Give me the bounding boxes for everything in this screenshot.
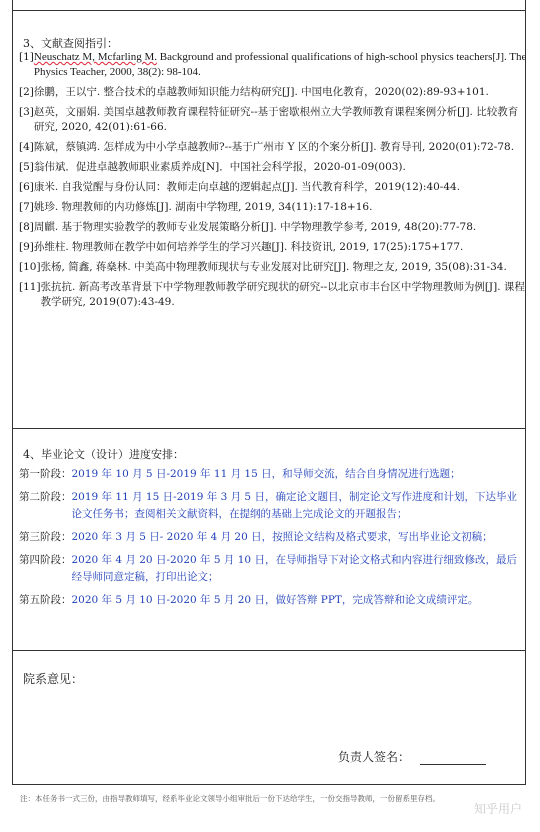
stage-text: 2019 年 10 月 5 日-2019 年 11 月 15 日，和导师交流，结合自身情况进行选题； — [71, 468, 461, 480]
stage-text: 2020 年 3 月 5 日- 2020 年 4 月 20 日，按照论文结构及格式要求，写出毕业论文初稿； — [71, 531, 493, 543]
stage-label: 第五阶段： — [19, 594, 72, 606]
schedule-stage — [19, 529, 527, 546]
section-divider-2 — [13, 650, 525, 651]
reference-text: 周麒. 基于物理实验教学的教师专业发展策略分析[J]. 中学物理教学参考, 2019, 48(20):77-78. — [33, 221, 477, 233]
references-heading: 3、文献查阅指引： — [23, 37, 118, 50]
reference-text: 翁伟斌．促进卓越教师职业素质养成[N]．中国社会科学报，2020-01-09(003). — [33, 161, 406, 173]
stage-text: 2020 年 4 月 20 日-2020 年 5 月 10 日，在导师指导下对论文格式和内容进行细致修改，最后经导师同意定稿，打印出论文； — [71, 554, 517, 583]
reference-text: 姚珍. 物理教师的内功修炼[J]. 湖南中学物理, 2019, 34(11):17-18+16. — [33, 201, 373, 213]
schedule-stage — [19, 552, 527, 586]
stage-label: 第三阶段： — [19, 531, 72, 543]
reference-item — [19, 50, 527, 80]
stage-text: 2019 年 11 月 15 日-2019 年 3 月 5 日，确定论文题目，制定论文写作进度和计划，下达毕业论文任务书；查阅相关文献资料，在提纲的基础上完成论文的开题报告； — [71, 491, 517, 520]
stage-text: 2020 年 5 月 10 日-2020 年 5 月 20 日，做好答辩 PPT，完成答辩和论文成绩评定。 — [71, 594, 479, 606]
reference-number: [3] — [19, 106, 34, 118]
reference-list — [19, 50, 527, 315]
reference-number: [8] — [19, 221, 34, 233]
reference-author: Neuschatz M, Mcfarling M. — [33, 51, 157, 63]
reference-number: [10] — [19, 261, 41, 273]
reference-item — [19, 140, 527, 155]
reference-number: [6] — [19, 181, 34, 193]
watermark: 知乎用户 — [473, 802, 522, 816]
reference-text: 陈斌，蔡镇鸿. 怎样成为中小学卓越教师?--基于广州市 Y 区的个案分析[J]. 教育导刊, 2020(01):72-78. — [33, 141, 515, 153]
reference-text: 康米. 自我觉醒与身份认同：教师走向卓越的逻辑起点[J]. 当代教育科学，2019(12):40-44. — [33, 181, 461, 193]
top-rule — [13, 10, 525, 11]
reference-text: 徐鹏，王以宁. 整合技术的卓越教师知识能力结构研究[J]. 中国电化教育，2020(02):89-93+101. — [33, 86, 489, 98]
reference-item — [19, 180, 527, 195]
signature-line[interactable] — [420, 750, 486, 765]
reference-number: [9] — [19, 241, 34, 253]
reference-number: [11] — [19, 281, 41, 293]
reference-item — [19, 200, 527, 215]
section-divider-1 — [13, 428, 525, 429]
reference-body: Background and professional qualifications of high-school physics teachers[J]. The Physics Teacher, 2000, 38(2): 98-104. — [33, 51, 527, 78]
reference-item — [19, 160, 527, 175]
stage-label: 第一阶段： — [19, 468, 72, 480]
reference-number: [4] — [19, 141, 34, 153]
reference-text: 赵英，文丽娟. 美国卓越教师教育课程特征研究--基于密歇根州立大学教师教育课程案例分析[J]. 比较教育研究, 2020, 42(01):61-66. — [33, 106, 519, 133]
stage-label: 第四阶段： — [19, 554, 72, 566]
reference-item — [19, 85, 527, 100]
reference-text — [34, 50, 527, 80]
reference-number: [1] — [19, 51, 34, 63]
reference-number: [2] — [19, 86, 34, 98]
schedule-list — [19, 466, 527, 615]
form-frame — [12, 0, 526, 785]
reference-text: 张杨, 简鑫, 蒋燊林. 中美高中物理教师现状与专业发展对比研究[J]. 物理之友, 2019, 35(08):31-34. — [40, 261, 507, 273]
reference-text: 孙维柱. 物理教师在教学中如何培养学生的学习兴趣[J]. 科技资讯, 2019, 17(25):175+177. — [33, 241, 464, 253]
reference-item — [19, 260, 527, 275]
signature-block — [338, 748, 486, 765]
signature-label: 负责人签名： — [338, 750, 411, 764]
schedule-stage — [19, 489, 527, 523]
schedule-stage — [19, 466, 527, 483]
reference-item — [19, 220, 527, 235]
reference-text: 张抗抗. 新高考改革背景下中学物理教师教学研究现状的研究--以北京市丰台区中学物理教师为例[J]. 课程教学研究, 2019(07):43-49. — [40, 281, 525, 308]
reference-item — [19, 280, 527, 310]
footer-note: 注：本任务书一式三份，由指导教师填写，经系毕业论文领导小组审批后一份下达给学生，一份交指导教师，一份留系里存档。 — [20, 794, 440, 803]
department-opinion-label: 院系意见： — [23, 672, 84, 686]
schedule-stage — [19, 592, 527, 609]
reference-number: [7] — [19, 201, 34, 213]
stage-label: 第二阶段： — [19, 491, 72, 503]
reference-item — [19, 240, 527, 255]
schedule-heading: 4、毕业论文（设计）进度安排： — [23, 448, 184, 461]
reference-number: [5] — [19, 161, 34, 173]
reference-item — [19, 105, 527, 135]
